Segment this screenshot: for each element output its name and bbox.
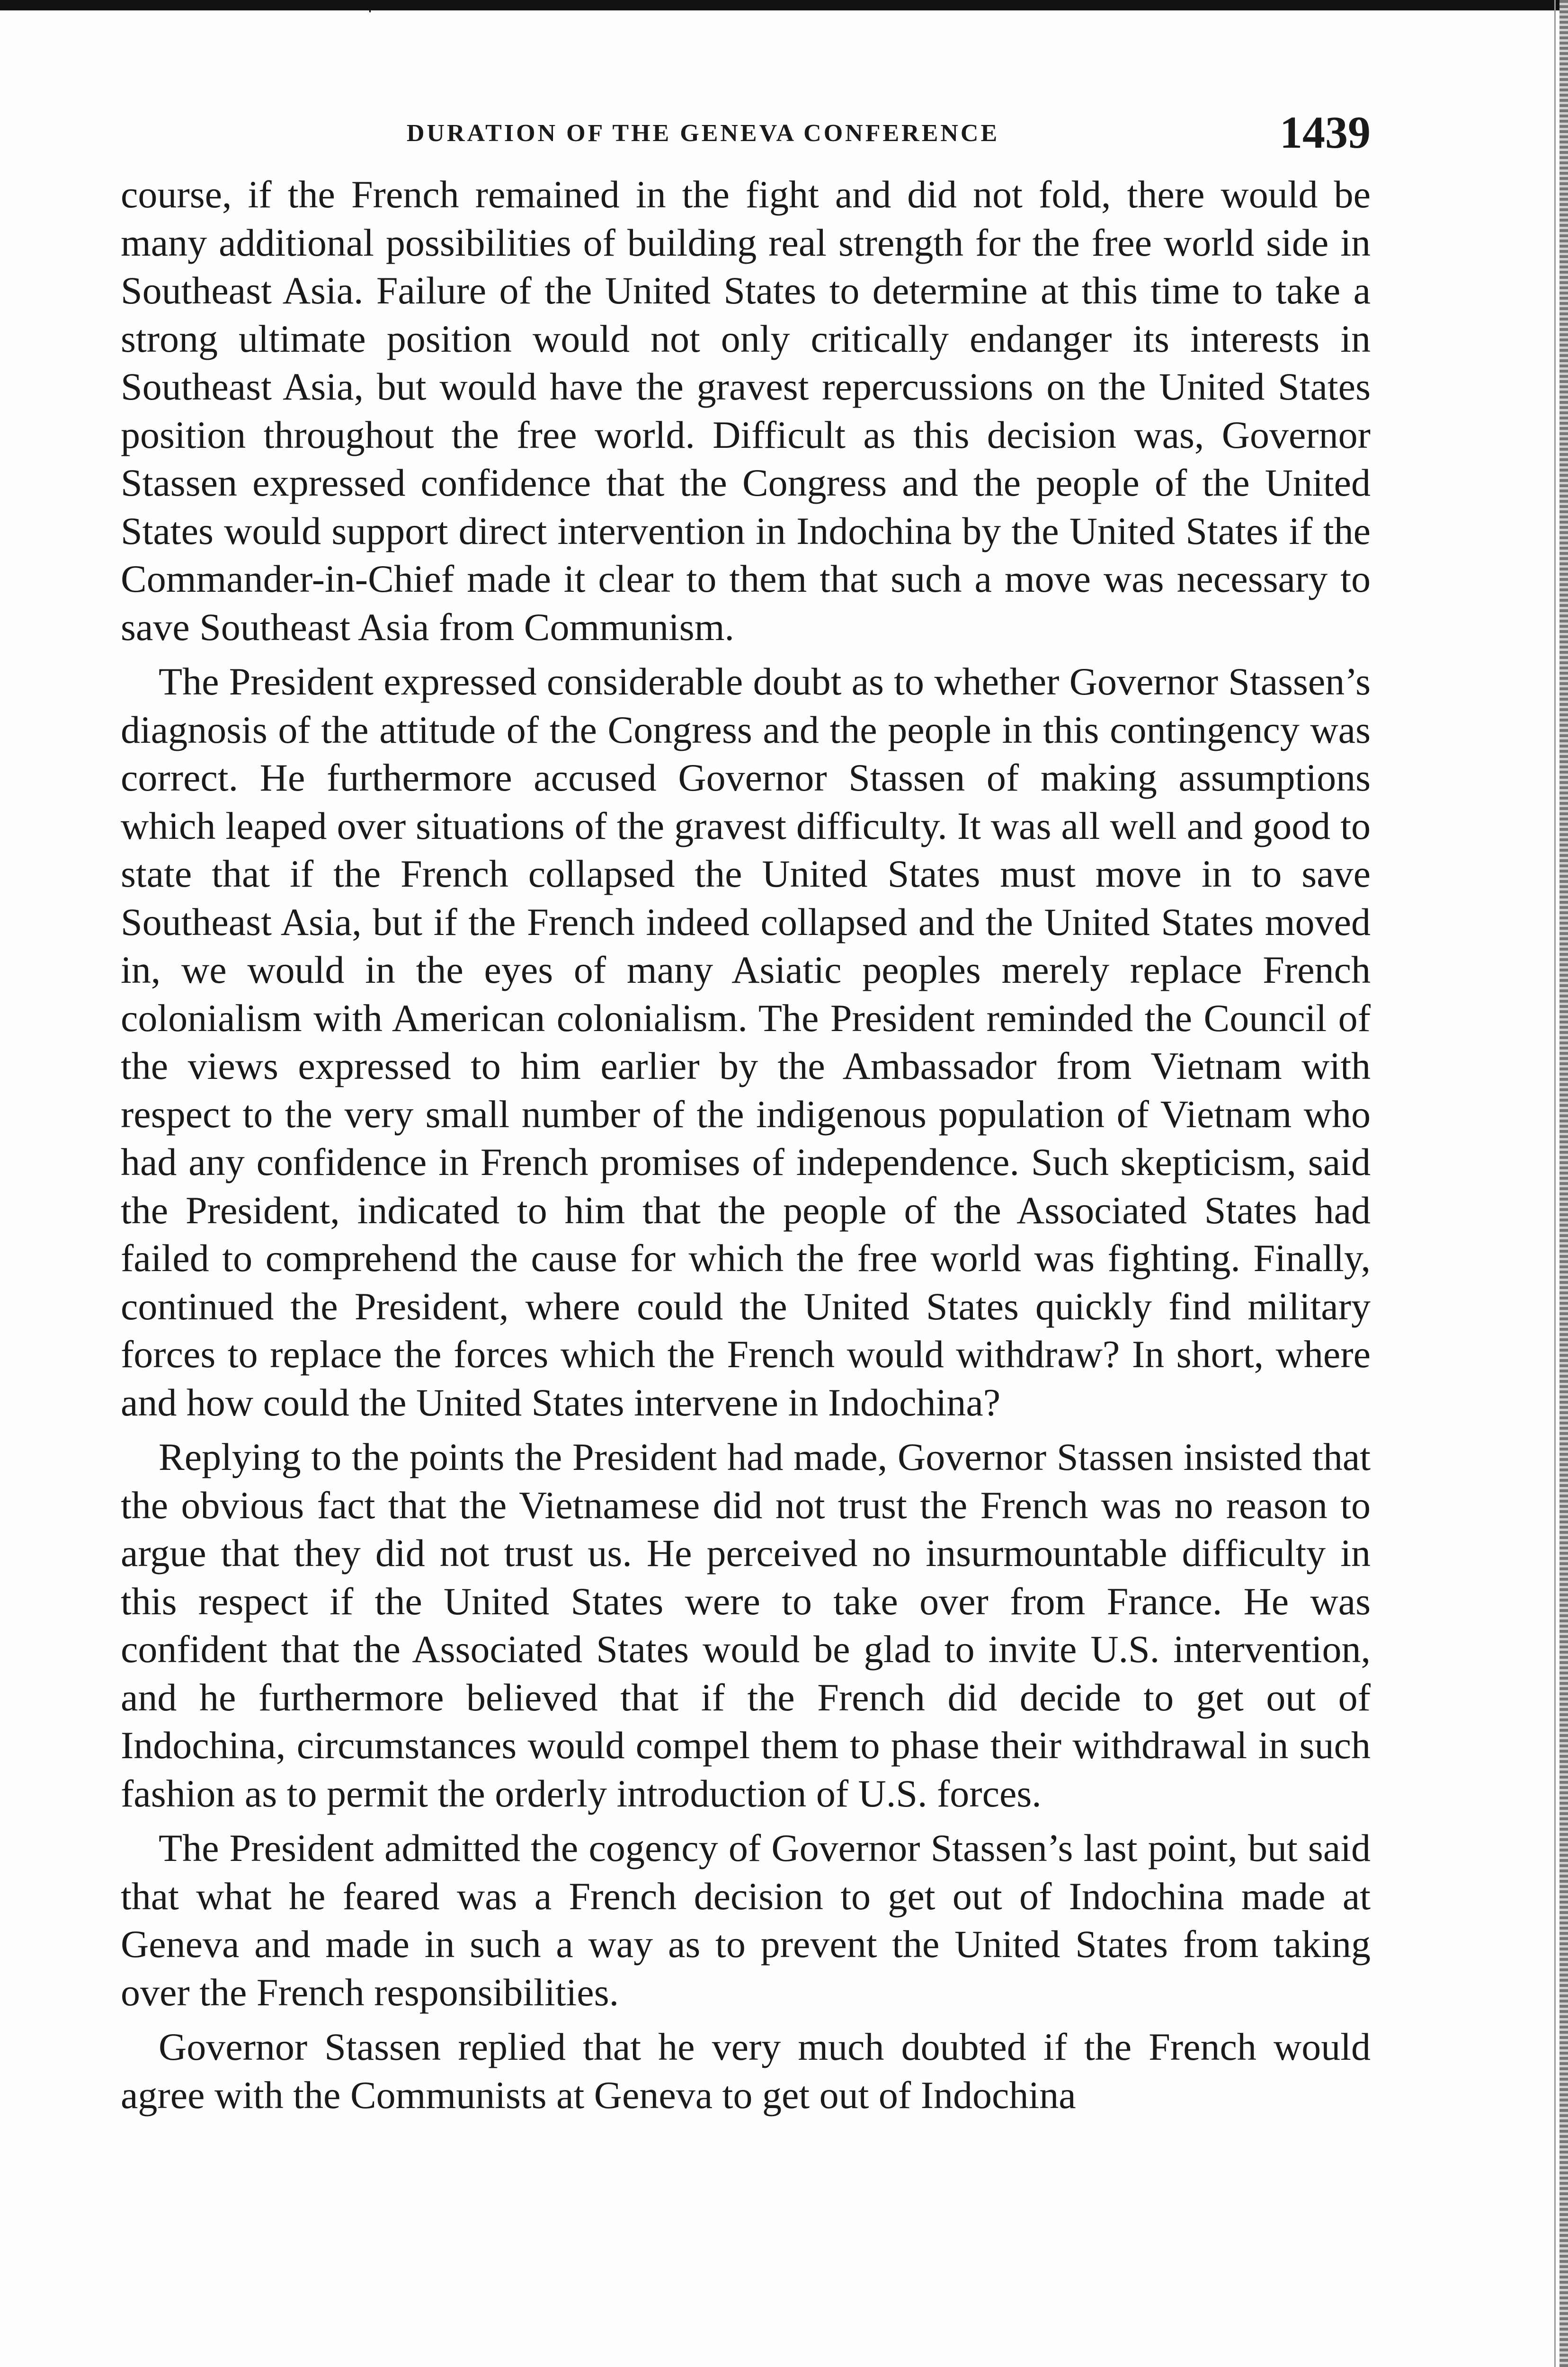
page-number: 1439 <box>1280 107 1371 158</box>
top-scan-border <box>0 0 1568 10</box>
top-scan-mark <box>369 0 371 12</box>
document-page <box>121 99 1371 2119</box>
paragraph: Governor Stassen replied that he very much doubted if the French would agree with the Communists at Geneva to get out of Indochina <box>121 2025 1371 2117</box>
paragraph: The President admitted the cogency of Governor Stassen’s last point, but said that what he feared was a French decision to get out of Indochina made at Geneva and made in such a way as to prevent the United States from taking over the French responsibilities. <box>121 1826 1371 2014</box>
paragraph: The President expressed considerable doubt as to whether Governor Stassen’s diagnosis of the attitude of the Congress and the people in this contingency was correct. He furthermore accused Governor Stassen of making assumptions which leaped over situations of the gravest difficulty. It was all well and good to state that if the French collapsed the United States must move in to save Southeast Asia, but if the French indeed collapsed and the United States moved in, we would in the eyes of many Asiatic peoples merely replace French colonialism with American colonialism. The President reminded the Council of the views expressed to him earlier by the Ambassador from Vietnam with respect to the very small number of the indigenous population of Vietnam who had any confidence in French promises of independence. Such skepticism, said the President, indicated to him that the people of the Associated States had failed to comprehend the cause for which the free world was fighting. Finally, continued the President, where could the United States quickly find military forces to replace the forces which the French would withdraw? In short, where and how could the United States intervene in Indochina? <box>121 660 1371 1424</box>
paragraph-continued: course, if the French remained in the fight and did not fold, there would be many additional possibilities of building real strength for the free world side in Southeast Asia. Failure of the United States to determine at this time to take a strong ultimate position would not only critically endanger its interests in Southeast Asia, but would have the gravest repercussions on the United States position throughout the free world. Difficult as this decision was, Governor Stassen expressed confidence that the Congress and the people of the United States would support direct intervention in Indochina by the United States if the Commander-in-Chief made it clear to them that such a move was necessary to save Southeast Asia from Communism. <box>121 173 1371 649</box>
running-title: DURATION OF THE GENEVA CONFERENCE <box>406 120 1000 147</box>
right-scan-edge <box>1559 0 1568 2367</box>
paragraph: Replying to the points the President had made, Governor Stassen insisted that the obvious fact that the Vietnamese did not trust the French was no reason to argue that they did not trust us. He perceived no insurmountable difficulty in this respect if the United States were to take over from France. He was confident that the Associated States would be glad to invite U.S. intervention, and he furthermore believed that if the French did decide to get out of Indochina, circumstances would compel them to phase their withdrawal in such fashion as to permit the orderly introduction of U.S. forces. <box>121 1435 1371 1815</box>
right-scan-edge-line <box>1554 0 1556 2367</box>
running-header <box>121 99 1371 170</box>
